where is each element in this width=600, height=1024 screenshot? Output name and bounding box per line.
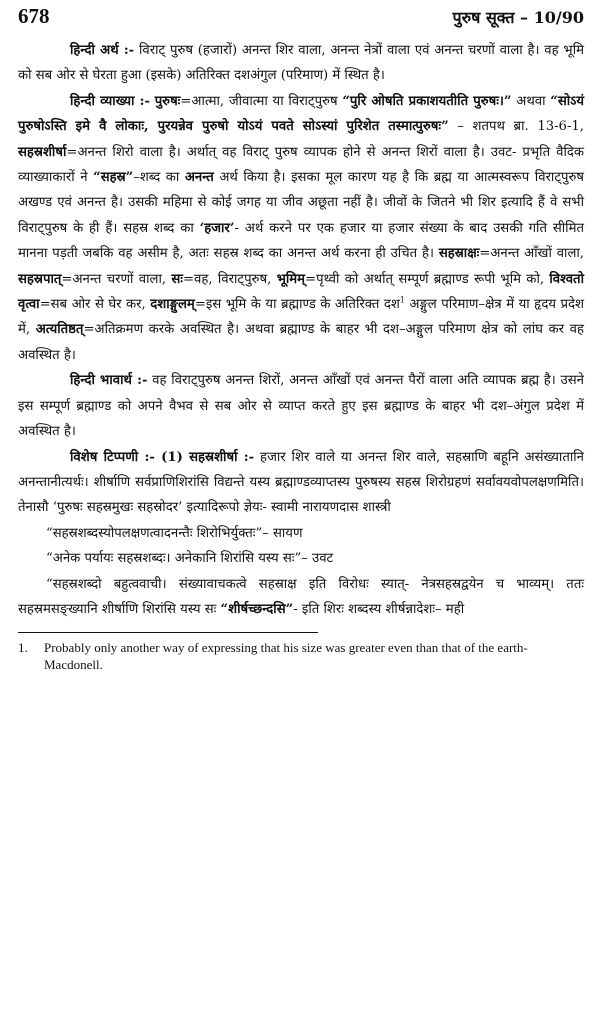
commentary-text: =अनन्त आँखों वाला, bbox=[479, 246, 584, 262]
term-dashangulam: दशाङ्गुलम् bbox=[150, 297, 195, 313]
quote-mahidhara-tail: - इति शिरः शब्दस्य शीर्षन्नादेशः– मही bbox=[293, 601, 465, 617]
term-bhumim: भूमिम् bbox=[276, 271, 306, 287]
commentary-text: =पृथ्वी को अर्थात् सम्पूर्ण ब्रह्माण्ड रूपी भूमि को, bbox=[305, 271, 550, 287]
special-note-heading: विशेष टिप्पणी :- (1) सहस्रशीर्षा :- bbox=[70, 449, 255, 465]
term-purushah: पुरुषः bbox=[154, 93, 181, 109]
commentary-text: –शब्द का bbox=[133, 170, 185, 186]
commentary-text: अङ्गुल परिमाण–क्षेत्र में या हृदय प्रदेश में, bbox=[18, 297, 585, 338]
term-sahasrapat: सहस्रपात् bbox=[18, 271, 62, 287]
term-atyatishthat: अत्यतिष्ठत् bbox=[35, 322, 84, 338]
page-body bbox=[18, 38, 584, 622]
hindi-meaning-heading: हिन्दी अर्थ :- bbox=[70, 43, 135, 58]
commentary-text: अथवा bbox=[511, 93, 551, 109]
term-sahasra: “सहस्र” bbox=[93, 170, 134, 186]
footnote-ref[interactable]: 1 bbox=[399, 295, 405, 305]
commentary-text: =आत्मा, जीवात्मा या विराट्पुरुष bbox=[180, 93, 343, 109]
special-note-paragraph bbox=[18, 445, 584, 521]
hindi-summary-heading: हिन्दी भावार्थ :- bbox=[70, 373, 148, 389]
page-header bbox=[18, 4, 584, 38]
hindi-commentary-paragraph bbox=[18, 89, 584, 368]
quote-sayana: “सहस्रशब्दस्योपलक्षणत्वादनन्तैः शिरोभिर्युक्तः”– सायण bbox=[46, 525, 303, 541]
term-sahasrashirsha: सहस्रशीर्षा bbox=[18, 144, 67, 160]
special-note-text: हजार शिर वाले या अनन्त शिर वाले, सहस्राणि बहूनि असंख्यातानि अनन्तानीत्यर्थः। शीर्षाणि सर्वप्राणिशिरांसि विद्यन्ते यस्य ब्रह्माण्डव्याप्तस्य पुरुषस्य सहस्र शिरोग्रहणं सर्वावयवोपलक्षणमिति। तेनासौ ‘पुरुषः सहस्रमुखः सहस्रोदर’ इत्यादिरूपो ज्ञेयः- स्वामी नारायणदास शास्त्री bbox=[18, 449, 584, 516]
commentary-text: – शतपथ ब्रा. 13-6-1, bbox=[448, 119, 584, 135]
quote-shatapatha: “सोऽयं पुरुषोऽस्ति इमे वै लोकाः, पुरयन्नेव पुरुषो योऽयं पवते सोऽस्यां पुरिशेत तस्मात्पुरुषः” bbox=[18, 93, 584, 135]
hindi-meaning-text: विराट् पुरुष (हजारों) अनन्त शिर वाला, अनन्त नेत्रों वाला एवं अनन्त चरणों वाला है। वह भूमि को सब ओर से घेरता हुआ (इसके) अतिरिक्त दशअंगुल (परिमाण) में स्थित है। bbox=[18, 43, 585, 84]
page-number: 678 bbox=[18, 4, 50, 28]
term-vishvato-vritva: विश्वतो वृत्वा bbox=[18, 271, 584, 313]
hindi-commentary-heading: हिन्दी व्याख्या :- bbox=[70, 93, 150, 109]
quote-mahidhara-text: “सहस्रशब्दो बहुत्ववाची। संख्यावाचकत्वे सहस्राक्ष इति विरोधः स्यात्- नेत्रसहस्रद्वयेन च भाव्यम्। ततः सहस्रमसङ्ख्यानि शीर्षाणि शिरांसि यस्य सः bbox=[18, 576, 584, 617]
term-ananta: अनन्त bbox=[184, 170, 214, 186]
footnote-number: 1. bbox=[18, 640, 28, 656]
term-sah: सः bbox=[171, 271, 183, 287]
commentary-text: अर्थ किया है। इसका मूल कारण यह है कि ब्रह्म या आत्मस्वरूप विराट्पुरुष अखण्ड एवं अनन्त है। उसकी महिमा से कोई जगह या जीव अछूता नहीं है। जीवों के जितने भी शिर इत्यादि हैं वे सभी विराट्पुरुष के ही हैं। सहस्र शब्द का bbox=[18, 170, 584, 236]
hindi-meaning-paragraph bbox=[18, 38, 584, 89]
commentary-text: =वह, विराट्पुरुष, bbox=[182, 271, 277, 287]
running-title: पुरुष सूक्त – 10/90 bbox=[452, 8, 584, 27]
quote-mahidhara bbox=[18, 572, 584, 623]
commentary-text: - अर्थ करने पर एक हजार या हजार संख्या के बाद उसकी गति सीमित मानना पड़ती जबकि वह असीम है, अतः सहस्र शब्द का अनन्त अर्थ करना ही उचित है। bbox=[18, 220, 584, 262]
commentary-text: =सब ओर से घेर कर, bbox=[39, 297, 151, 313]
commentary-text: =अतिक्रमण करके अवस्थित है। अथवा ब्रह्माण्ड के बाहर भी दश–अङ्गुल परिमाण क्षेत्र को लांघ कर वह अवस्थित है। bbox=[18, 322, 584, 363]
footnote-text: Probably only another way of expressing that his size was greater even than that of the earth- Macdonell. bbox=[44, 640, 528, 673]
term-hajar: ‘हजार’ bbox=[199, 220, 235, 236]
commentary-text: =अनन्त शिरो वाला है। अर्थात् वह विराट् पुरुष व्यापक होने से अनन्त शिरों वाला है। उवट- प्रभृति वैदिक व्याख्याकारों ने bbox=[18, 144, 584, 186]
commentary-text: =अनन्त चरणों वाला, bbox=[61, 271, 172, 287]
quote-mahidhara-bold: “शीर्षच्छन्दसि” bbox=[220, 601, 294, 617]
commentary-text: =इस भूमि के या ब्रह्माण्ड के अतिरिक्त दश bbox=[194, 297, 400, 313]
quote-nirukta: “पुरि ओषति प्रकाशयतीति पुरुषः।” bbox=[342, 93, 512, 109]
footnote bbox=[18, 639, 584, 673]
hindi-summary-text: वह विराट्पुरुष अनन्त शिरों, अनन्त आँखों एवं अनन्त पैरों वाला अति व्यापक ब्रह्म है। उसने इस सम्पूर्ण ब्रह्माण्ड को अपने वैभव से सब ओर से व्याप्त करते हुए इस ब्रह्माण्ड के बाहर भी दश–अंगुल प्रदेश में अवस्थित है। bbox=[18, 373, 584, 440]
hindi-summary-paragraph bbox=[18, 368, 584, 444]
term-sahasrakshah: सहस्राक्षः bbox=[438, 246, 480, 262]
footnote-divider bbox=[18, 632, 318, 633]
quote-uvata: “अनेक पर्यायः सहस्रशब्दः। अनेकानि शिरांसि यस्य सः”– उवट bbox=[46, 551, 334, 567]
